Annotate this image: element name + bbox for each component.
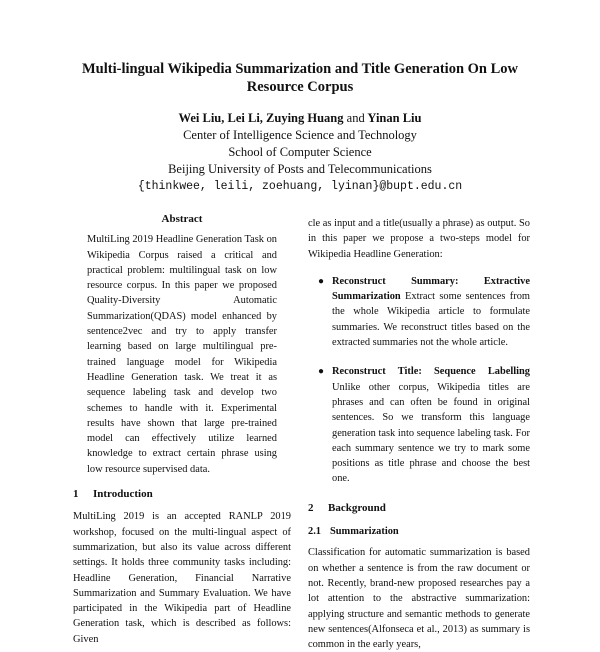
list-item — [308, 364, 530, 486]
continuation-text: cle as input and a title(usually a phrase) as output. So in this paper we propose a two-steps model for Wikipedia Headline Generation: — [308, 218, 530, 260]
bullet-text: Extract some sentences from the whole Wikipedia article to formulate summaries. We reconstruct titles based on the extracted summaries not the whole article. — [332, 291, 530, 349]
summarization-text: Classification for automatic summarization is based on whether a sentence is from the raw document or not. Recently, brand-new proposed researches pay a lot attention to the abstractive summarization: applying structure and semantic methods to generate new sentences(Alfonseca et al., 2013) as summary is common in the early years, — [308, 547, 530, 651]
background-number: 2 — [308, 501, 314, 514]
affiliation-2: School of Computer Science — [228, 145, 372, 159]
list-item — [308, 274, 530, 350]
steps-list — [308, 274, 530, 487]
summarization-heading — [308, 524, 530, 539]
affiliation-1: Center of Intelligence Science and Technology — [183, 128, 417, 142]
introduction-text: MultiLing 2019 is an accepted RANLP 2019 workshop, focused on the multi-lingual aspect of summarization, but also its value across different settings. It holds three community tasks including: Headline Generation, Financial Narrative Summarization and Summary Evaluation. We have participated in the Wikipedia part of Headline Generation task, which is described as follows: Given — [73, 511, 291, 645]
introduction-number: 1 — [73, 488, 79, 501]
background-title: Background — [328, 501, 386, 514]
summarization-title: Summarization — [330, 526, 399, 538]
author-names-part1: Wei Liu, Lei Li, Zuying Huang — [178, 111, 344, 125]
author-block — [60, 110, 540, 195]
summarization-number: 2.1 — [308, 526, 321, 538]
author-names-part2: Yinan Liu — [367, 111, 422, 125]
abstract-text: MultiLing 2019 Headline Generation Task on Wikipedia Corpus raised a critical and practical problem: multilingual task on low resource corpus. In this paper we proposed Quality-Diversity Automatic Summarization(QDAS) model enhanced by sentence2vec and try to apply transfer learning based on large multilingual pre-trained language model for Wikipedia Headline Generation task. We treat it as sequence labeling task and develop two schemes to handle with it. Experimental results have shown that large pre-trained model can effectively utilize learned knowledge to extract certain phrase using low resource supervised data. — [87, 234, 277, 475]
paper-title: Multi-lingual Wikipedia Summarization and Title Generation On Low Resource Corpus — [81, 61, 518, 95]
author-email: {thinkwee, leili, zoehuang, lyinan}@bupt.edu.cn — [137, 180, 463, 193]
author-names — [60, 110, 540, 127]
bullet-bold-label: Reconstruct Summary: Extractive Summarization — [332, 275, 530, 303]
right-column — [308, 216, 530, 652]
left-column — [73, 212, 291, 647]
author-and: and — [346, 111, 365, 125]
bullet-icon: ● — [318, 275, 325, 287]
bullet-text: Unlike other corpus, Wikipedia titles are phrases and can often be found in original sentences. So we transform this language generation task into sequence labeling task. For each summary sentence we try to mark some positions as title phrase and choose the best one. — [332, 381, 530, 485]
introduction-title: Introduction — [93, 488, 153, 501]
abstract-heading: Abstract — [161, 213, 203, 225]
bullet-bold-label: Reconstruct Title: Sequence Labelling — [332, 366, 530, 378]
introduction-heading — [73, 487, 291, 502]
background-heading — [308, 501, 530, 516]
affiliation-3: Beijing University of Posts and Telecommunications — [168, 162, 432, 176]
bullet-icon: ● — [318, 366, 325, 378]
